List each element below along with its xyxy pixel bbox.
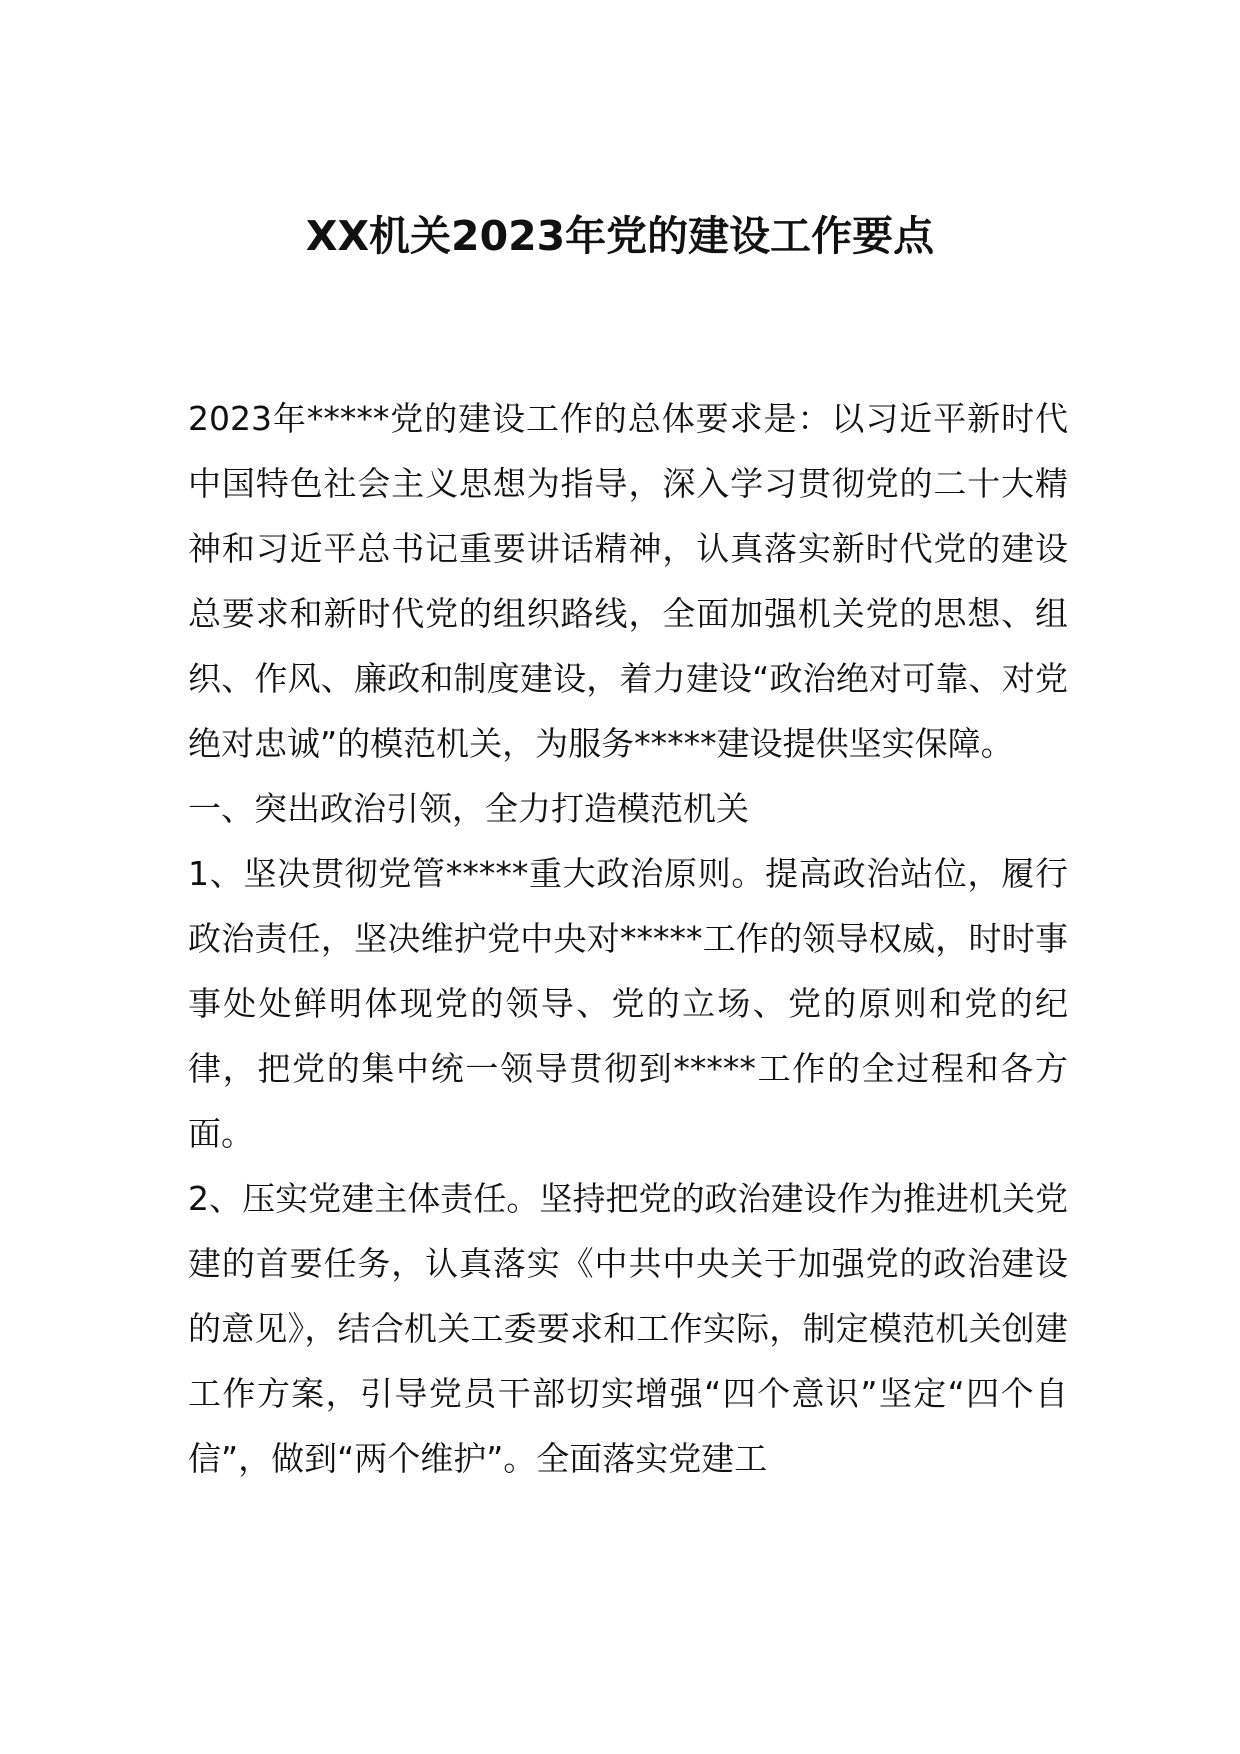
paragraph-item-2: 2、压实党建主体责任。坚持把党的政治建设作为推进机关党建的首要任务，认真落实《中共中央关于加强党的政治建设的意见》，结合机关工委要求和工作实际，制定模范机关创建工作方案，引导党员干部切实增强“四个意识”坚定“四个自信”，做到“两个维护”。全面落实党建工 — [188, 1179, 1068, 1478]
document-title: XX机关2023年党的建设工作要点 — [305, 212, 935, 260]
paragraph-item-1: 1、坚决贯彻党管*****重大政治原则。提高政治站位，履行政治责任，坚决维护党中央对*****工作的领导权威，时时事事处处鲜明体现党的领导、党的立场、党的原则和党的纪律，把党的集中统一领导贯彻到*****工作的全过程和各方面。 — [188, 854, 1068, 1153]
section-heading-1: 一、突出政治引领，全力打造模范机关 — [188, 789, 749, 828]
paragraph-general-requirements: 2023年*****党的建设工作的总体要求是：以习近平新时代中国特色社会主义思想为指导，深入学习贯彻党的二十大精神和习近平总书记重要讲话精神，认真落实新时代党的建设总要求和新时代党的组织路线，全面加强机关党的思想、组织、作风、廉政和制度建设，着力建设“政治绝对可靠、对党绝对忠诚”的模范机关，为服务*****建设提供坚实保障。 — [188, 399, 1068, 763]
document-body — [188, 386, 1068, 1491]
